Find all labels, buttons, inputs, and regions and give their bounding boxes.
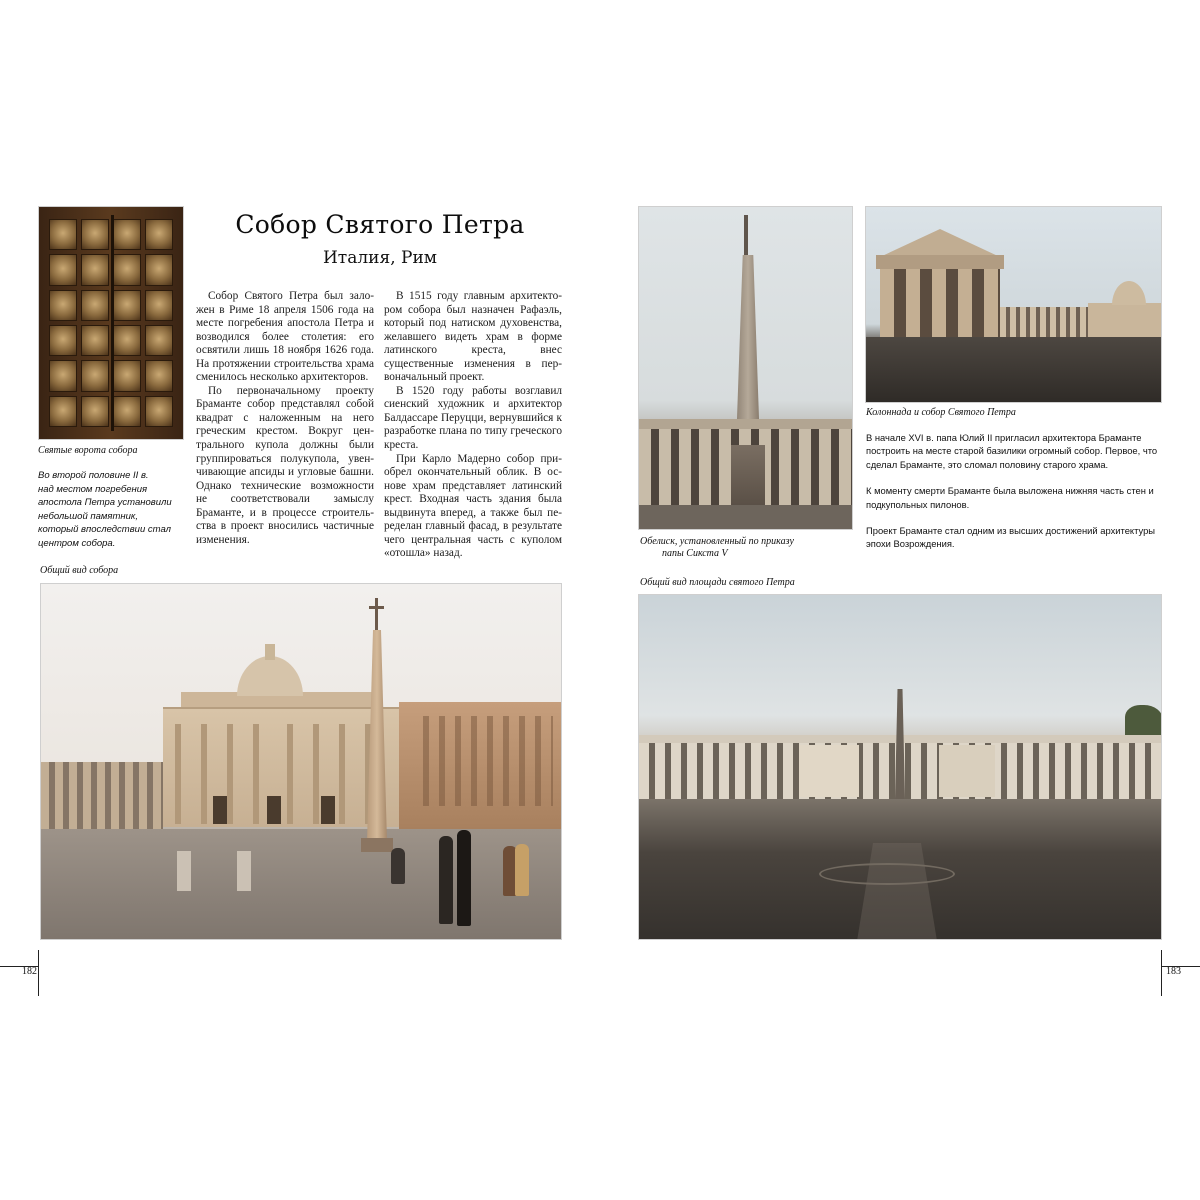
note-paragraph: В начале XVI в. папа Юлий II пригласил архитектора Браманте построить на месте старой базилики огромный собор. Первое, что сделал Браманте, это сломал половину старого храма. bbox=[866, 432, 1158, 470]
body-column-2 bbox=[384, 290, 562, 561]
right-notes bbox=[866, 431, 1162, 564]
obelisk-photo bbox=[638, 206, 853, 530]
article-title: Собор Святого Петра bbox=[235, 210, 525, 239]
main-photo-caption: Общий вид собора bbox=[40, 565, 119, 576]
paragraph: Собор Святого Петра был заложен в Риме 18 апреля 1506 года на месте погребения апостола Петра и возводился более столетия: его освятили лишь 18 ноября 1626 года. На протяжении строительства храма сменилось несколько архитекторов. bbox=[196, 290, 374, 384]
article-subtitle: Италия, Рим bbox=[322, 248, 438, 268]
paragraph: В 1520 году работы возглавил сиенский художник и архитектор Балдассаре Перуцци, вернувшийся к разработке плана по типу греческого креста. bbox=[384, 384, 562, 452]
page-number-left: 182 bbox=[22, 966, 37, 977]
body-column-1 bbox=[196, 290, 374, 547]
basilica-photo bbox=[40, 583, 562, 940]
page-number-right: 183 bbox=[1166, 966, 1181, 977]
square-caption: Общий вид площади святого Петра bbox=[640, 577, 795, 588]
note-paragraph: Проект Браманте стал одним из высших достижений архитектуры эпохи Возрождения. bbox=[866, 525, 1156, 550]
door-note: Во второй половине II в. над местом погребения апостола Петра установили небольшой памятник, который впоследствии стал центром собора. bbox=[38, 470, 172, 549]
obelisk-caption: Обелиск, установленный по приказу папы Сикста V bbox=[640, 536, 794, 559]
paragraph: В 1515 году главным архитектором собора был назначен Рафаэль, который под натиском духовенства, желавшего видеть храм в форме латинского креста, внес существенные изменения в первоначальный проект. bbox=[384, 290, 562, 384]
paragraph: При Карло Мадерно собор приобрел окончательный облик. В основе храм представляет латинский крест. Входная часть здания была выдвинута вперед, а также был переделан главный фасад, в результате чего центральная часть с куполом «отошла» назад. bbox=[384, 452, 562, 560]
square-panorama-photo bbox=[638, 594, 1162, 940]
colonnade-photo bbox=[865, 206, 1162, 403]
note-paragraph: К моменту смерти Браманте была выложена нижняя часть стен и подкупольных пилонов. bbox=[866, 485, 1154, 510]
paragraph: По первоначальному проекту Браманте собор представлял собой квадрат с наложенным на него греческим крестом. Вокруг центрального купола должны были группироваться полукупола, увенчивающие апсиды и угловые башни. Однако технические возможности не соответствовали замыслу Браманте, и в процессе строительства в проект вносились частичные изменения. bbox=[196, 384, 374, 546]
door-caption: Святые ворота собора bbox=[38, 445, 138, 456]
holy-door-photo bbox=[38, 206, 184, 440]
colonnade-caption: Колоннада и собор Святого Петра bbox=[866, 407, 1016, 418]
